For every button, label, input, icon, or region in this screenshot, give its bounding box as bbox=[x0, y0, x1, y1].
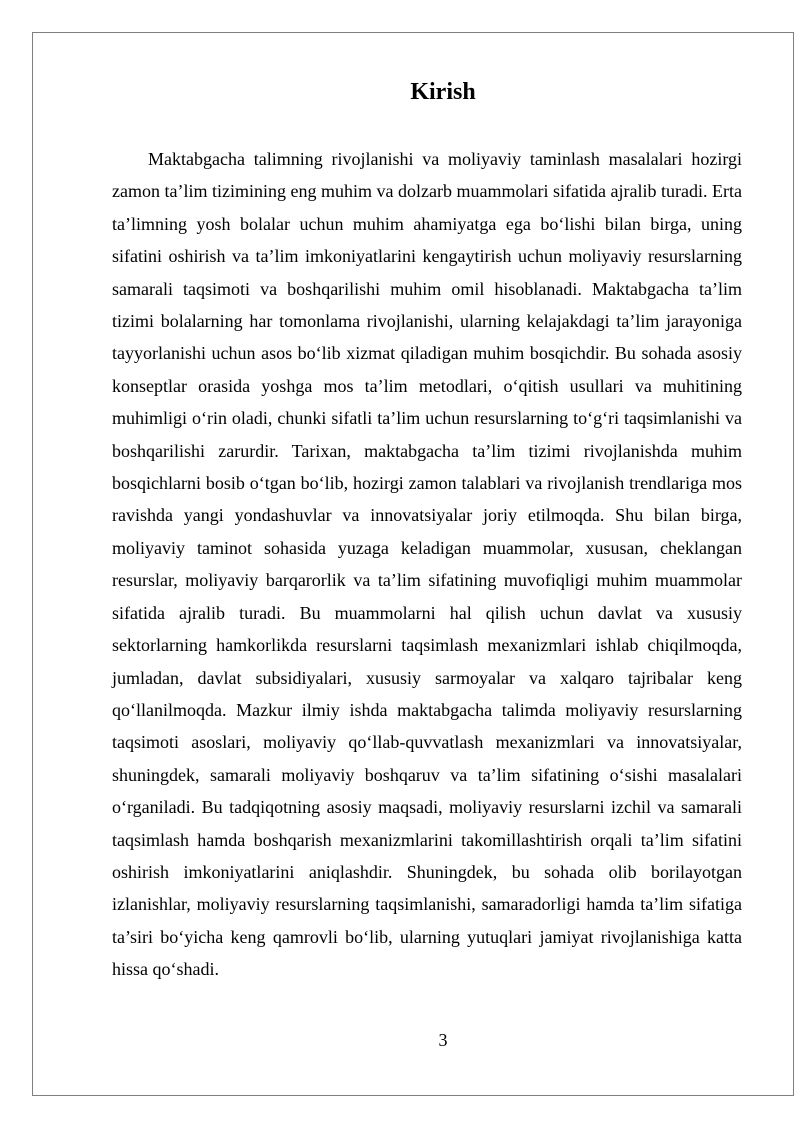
page-number: 3 bbox=[438, 1030, 448, 1050]
page-title: Kirish bbox=[410, 79, 476, 105]
body-paragraph: Maktabgacha talimning rivojlanishi va moliyaviy taminlash masalalari hozirgi zamon ta’lim tizimining eng muhim va dolzarb muammolari sifatida ajralib turadi. Erta ta’limning yosh bolalar uchun muhim ahamiyatga ega bo‘lishi bilan birga, uning sifatini oshirish va ta’lim imkoniyatlarini kengaytirish uchun moliyaviy resurslarning samarali taqsimoti va boshqarilishi muhim omil hisoblanadi. Maktabgacha ta’lim tizimi bolalarning har tomonlama rivojlanishi, ularning kelajakdagi ta’lim jarayoniga tayyorlanishi uchun asos bo‘lib xizmat qiladigan muhim bosqichdir. Bu sohada asosiy konseptlar orasida yoshga mos ta’lim metodlari, o‘qitish usullari va muhitining muhimligi o‘rin oladi, chunki sifatli ta’lim uchun resurslarning to‘g‘ri taqsimlanishi va boshqarilishi zarurdir. Tarixan, maktabgacha ta’lim tizimi rivojlanishda muhim bosqichlarni bosib o‘tgan bo‘lib, hozirgi zamon talablari va rivojlanish trendlariga mos ravishda yangi yondashuvlar va innovatsiyalar joriy etilmoqda. Shu bilan birga, moliyaviy taminot sohasida yuzaga keladigan muammolar, xususan, cheklangan resurslar, moliyaviy barqarorlik va ta’lim sifatining muvofiqligi muhim muammolar sifatida ajralib turadi. Bu muammolarni hal qilish uchun davlat va xususiy sektorlarning hamkorlikda resurslarni taqsimlash mexanizmlari ishlab chiqilmoqda, jumladan, davlat subsidiyalari, xususiy sarmoyalar va xalqaro tajribalar keng qo‘llanilmoqda. Mazkur ilmiy ishda maktabgacha talimda moliyaviy resurslarning taqsimoti asoslari, moliyaviy qo‘llab-quvvatlash mexanizmlari va innovatsiyalar, shuningdek, samarali moliyaviy boshqaruv va ta’lim sifatining o‘sishi masalalari o‘rganiladi. Bu tadqiqotning asosiy maqsadi, moliyaviy resurslarni izchil va samarali taqsimlash hamda boshqarish mexanizmlarini takomillashtirish orqali ta’lim sifatini oshirish imkoniyatlarini aniqlashdir. Shuningdek, bu sohada olib borilayotgan izlanishlar, moliyaviy resurslarning taqsimlanishi, samaradorligi hamda ta’lim sifatiga ta’siri bo‘yicha keng qamrovli bo‘lib, ularning yutuqlari jamiyat rivojlanishiga katta hissa qo‘shadi. bbox=[112, 149, 742, 980]
